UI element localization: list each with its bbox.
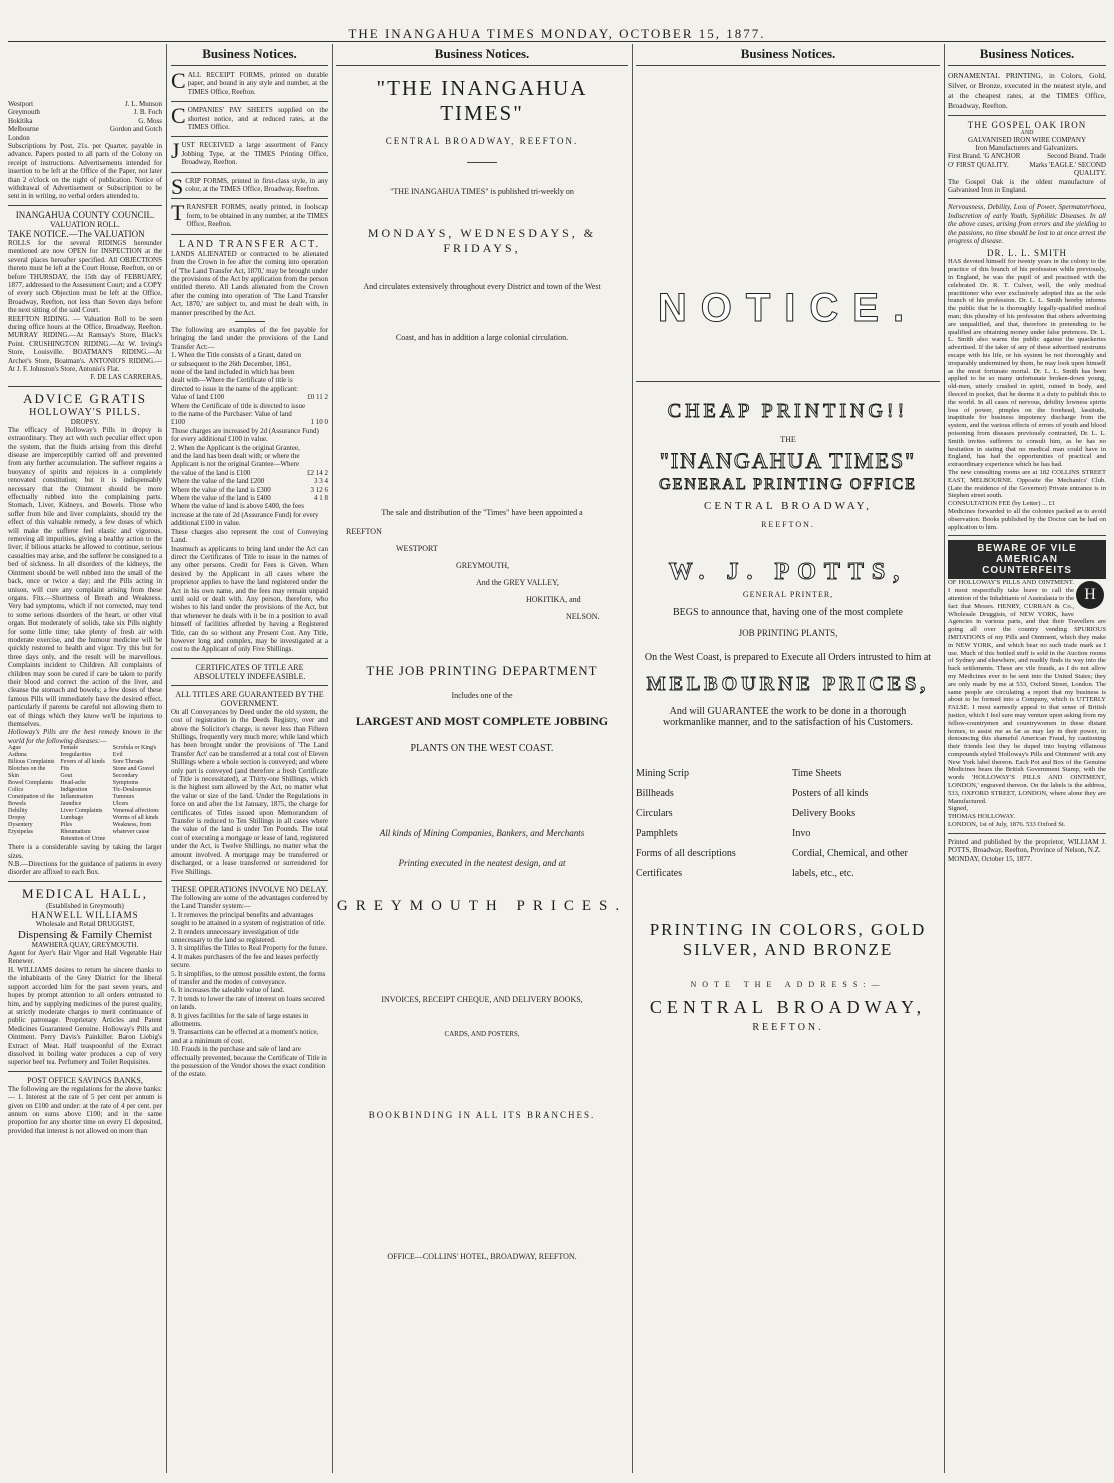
disease-item: Scrofula or King's Evil xyxy=(112,745,157,759)
imprint: Printed and published by the proprietor, WILLIAM J. POTTS, Broadway, Reefton, Province of Nelson, N.Z. xyxy=(948,837,1106,855)
column-rule xyxy=(166,44,167,1473)
disease-item: Bowel Complaints xyxy=(8,780,53,787)
job-dept-cards: CARDS, AND POSTERS, xyxy=(444,1030,520,1038)
holloway-signature: THOMAS HOLLOWAY. xyxy=(948,813,1016,821)
disease-item: Stone and Gravel xyxy=(112,766,155,773)
job-dept-largest: LARGEST AND MOST COMPLETE JOBBING xyxy=(355,714,609,728)
fee-amount: 3 12 6 xyxy=(310,485,328,494)
central-broadway: CENTRAL BROADWAY, xyxy=(704,500,872,512)
fee-amount: £0 11 2 xyxy=(307,393,328,402)
medical-hall-address: MAWHERA QUAY, GREYMOUTH. xyxy=(31,940,139,949)
column-rule xyxy=(632,44,633,1473)
disease-item: Indigestion xyxy=(60,787,88,794)
column-header: Business Notices. xyxy=(948,44,1106,66)
disease-item: Asthma xyxy=(8,752,27,759)
disease-item: Liver Complaints xyxy=(60,808,103,815)
council-subtitle: VALUATION ROLL. xyxy=(49,219,121,229)
no-delay-title: THESE OPERATIONS INVOLVE NO DELAY. xyxy=(171,884,328,894)
masthead: THE INANGAHUA TIMES MONDAY, OCTOBER 15, 1877. xyxy=(348,26,766,41)
fees-table xyxy=(171,351,328,528)
agent-place: Westport xyxy=(8,100,34,108)
disease-item: Tumours xyxy=(112,794,135,801)
medical-hall-title: MEDICAL HALL, xyxy=(22,885,148,901)
disease-item: Head-ache xyxy=(60,780,86,787)
disease-item: Fevers of all kinds xyxy=(60,759,105,766)
notice-heading: NOTICE. xyxy=(657,286,919,330)
disease-item: Erysipelas xyxy=(8,829,33,836)
gospel-oak-subtitle: GALVANISED IRON WIRE COMPANY xyxy=(967,136,1087,144)
general-printer: GENERAL PRINTER, xyxy=(742,590,834,599)
fees-intro: The following are examples of the fee payable for bringing the land under the provisions of the Land Transfer Act:— xyxy=(171,325,328,351)
council-signature: F. DE LAS CARRERAS, xyxy=(90,373,162,382)
holloway-nb: N.B.—Directions for the guidance of patients in every disorder are affixed to each Box. xyxy=(8,860,162,877)
imprint-date: MONDAY, October 15, 1877. xyxy=(948,854,1032,863)
job-dept-quality: Printing executed in the neatest design, and at xyxy=(398,858,566,868)
gospel-oak-makers: Iron Manufacturers and Galvanizers. xyxy=(975,144,1079,152)
smith-fee: CONSULTATION FEE (by Letter) ... £1 xyxy=(948,500,1056,508)
greymouth-prices: GREYMOUTH PRICES. xyxy=(336,898,628,914)
disease-item: Debility xyxy=(8,808,28,815)
disease-item: Blotches on the Skin xyxy=(8,766,46,780)
gospel-oak-note: The Gospel Oak is the oldest manufacture of Galvanised Iron in England. xyxy=(948,177,1106,195)
holloway-note: There is a considerable saving by taking the larger sizes. xyxy=(8,843,162,860)
disease-item: Worms of all kinds xyxy=(112,815,159,822)
fee-desc: 1. When the Title consists of a Grant, dated on or subsequent to the 26th December, 1861, none of the land included in which has been dealt with—Where the Certificate of title is directed to issue in the name of the applicant: Value of land £100 xyxy=(171,351,301,402)
disease-item: Sore Throats xyxy=(112,759,144,766)
agents-list xyxy=(8,100,162,201)
job-dept-clients: All kinds of Mining Companies, Bankers, and Merchants xyxy=(379,828,585,838)
job-dept-title: THE JOB PRINTING DEPARTMENT xyxy=(366,663,598,678)
land-transfer-title: LAND TRANSFER ACT. xyxy=(179,238,320,250)
fee-desc: 2. When the Applicant is the original Grantee, and the land has been dealt with; or where the Applicant is not the original Grantee—Where the value of the land is £100 xyxy=(171,443,300,477)
fee-desc: Where the value of the land £200 xyxy=(171,477,265,486)
town-name: HOKITIKA, and xyxy=(526,595,581,604)
column-1 xyxy=(8,44,162,1473)
counterfeit-body: OF HOLLOWAY'S PILLS AND OINTMENT. I most respectfully take leave to call the attention of the Inhabitants of Australasia to the fact that Messrs. HENRY, CURRAN & Co., Wholesale Druggists, of NEW YORK, have Agencies in various parts, and that their Travellers are going all over the country vending SPURIOUS IMITATIONS of my Pills and Ointment, which they make in NEW YORK, and which bear no such trade mark as I use. Much of this bottled stuff is sold in the Auction rooms of Sydney and elsewhere, and readily finds its way into the back settlements. These are vile frauds, as I do not allow my Medicines ever to be sent into the United States; they are only made by me at 533, Oxford Street, London. The same people are circulating a report that my business is about to be formed into a Company, which is UTTERLY FALSE. I most earnestly appeal to that sense of British justice, which I feel sure may venture upon asking from my fellow-countrymen and countrywomen in these distant homes, to assist me as far as may lay in their power, in denouncing this shameful American Fraud, by cautioning their friends lest they be duped into buying villainous compounds styled 'Holloway's Pills and Ointment' with any New York label thereon. Each Pot and Box of the Genuine Medicines bears the British Government Stamp, with the words 'HOLLOWAY'S PILLS AND OINTMENT, LONDON,' engraved thereon. On the labels is the address, 533, OXFORD STREET, LONDON, where alone they are Manufactured. xyxy=(948,579,1106,805)
disease-item: Ague xyxy=(8,745,21,752)
printing-item: Pamphlets xyxy=(636,828,678,839)
advantage-item: 2. It renders unnecessary investigation of title unnecessary to the land so registered. xyxy=(171,927,299,944)
publication-days: MONDAYS, WEDNESDAYS, & FRIDAYS, xyxy=(367,226,597,255)
disease-item: Rheumatism xyxy=(60,829,91,836)
job-dept-includes: Includes one of the xyxy=(451,691,513,700)
fee-desc: Where the value of the land is £300 xyxy=(171,485,271,494)
paper-address: CENTRAL BROADWAY, REEFTON. xyxy=(385,136,579,146)
disease-item: Bilious Complaints xyxy=(8,759,55,766)
column-rule xyxy=(944,44,945,1473)
beware-banner xyxy=(948,540,1106,579)
medical-hall-dispensing: Dispensing & Family Chemist xyxy=(17,928,153,941)
disease-item: Fits xyxy=(60,766,70,773)
guaranteed-body: On all Conveyances by Deed under the old system, the cost of registration in the Deeds Registry, over and above the Solicitor's charge, is never less than Fifteen Shillings, frequently very much more; while land which has been brought under the provisions of 'The Land Transfer Act' can be transferred at a total cost of Eleven Shillings where a whole section is conveyed; and where only part is conveyed (and therefore a fresh Certificate of Title is necessitated), at Thirty-one Shillings, which is the highest sum allowed by the Act, no matter what the value or size of the land. Under the Regulations in force on and after the 1st January, 1875, the charge for certificates of Titles issued upon Memorandum of Transfer is reduced to Ten Shillings in all cases where the value of the land is under Ten Pounds. The total cost of executing a mortgage or lease of land, registered under the Act, is Twelve Shillings, no matter what the amount involved. A mortgage may be transferred or discharged, or a lease transferred or surrendered for Five Shillings. xyxy=(171,707,328,876)
colors-printing: PRINTING IN COLORS, GOLD SILVER, AND BRONZE xyxy=(649,920,927,959)
advantage-item: 5. It simplifies, to the utmost possible extent, the forms of transfer and the modes of conveyance. xyxy=(171,969,326,986)
printing-item: Invo xyxy=(792,828,811,839)
printing-item: Time Sheets xyxy=(792,768,842,779)
ad-text: ALL RECEIPT FORMS, printed on durable paper, and bound in any style and number, at the TIMES Office, Reefton. xyxy=(187,71,328,96)
fee-desc: Where the value of land is above £400, the fees increase at the rate of 2d (Assurance Fund) for every additional £100 in value. xyxy=(171,502,319,528)
printing-item: Circulars xyxy=(636,808,673,819)
fee-desc: Where the value of the land is £400 xyxy=(171,494,271,503)
agent-place: London xyxy=(8,133,30,142)
smith-medicines: Medicines forwarded to all the colonies packed as to avoid observation. Books published by the Doctor can be had on application to him. xyxy=(948,507,1106,531)
office-footer: OFFICE—COLLINS' HOTEL, BROADWAY, REEFTON. xyxy=(387,1252,577,1261)
gospel-brand: First Brand. 'G ANCHOR O' FIRST QUALITY. xyxy=(948,152,1021,169)
printing-item: Billheads xyxy=(636,788,674,799)
work-guarantee: And will GUARANTEE the work to be done in a thorough workmanlike manner, and to the satisfaction of his Customers. xyxy=(662,706,914,728)
agent-name: J. B. Foch xyxy=(133,108,162,117)
the-label: THE xyxy=(780,435,796,444)
ornamental-ad: ORNAMENTAL PRINTING, in Colors, Gold, Silver, or Bronze, executed in the neatest style, and at the cheapest rates, at the TIMES Office, Broadway, Reefton. xyxy=(948,71,1106,110)
ad-text: CRIP FORMS, printed in first-class style, in any color, at the TIMES Office, Broadway, Reefton. xyxy=(185,176,328,194)
savings-title: POST OFFICE SAVINGS BANKS, xyxy=(27,1075,143,1085)
guaranteed-title: ALL TITLES ARE GUARANTEED BY THE GOVERNMENT. xyxy=(175,689,324,708)
address-broadway: CENTRAL BROADWAY, xyxy=(649,997,927,1017)
council-title: INANGAHUA COUNTY COUNCIL. xyxy=(15,209,155,220)
advantage-item: 7. It tends to lower the rate of interest on loans secured on lands. xyxy=(171,994,325,1012)
advantage-item: 4. It makes purchasers of the fee and leases perfectly secure. xyxy=(171,952,319,970)
melbourne-prices: MELBOURNE PRICES, xyxy=(646,673,930,695)
agent-name: G. Moss xyxy=(138,116,162,125)
fee-desc: Where the Certificate of title is directed to issue to the name of the Purchaser: Value of land £100 xyxy=(171,401,306,427)
agent-name: Gordon and Gotch xyxy=(109,125,162,134)
advantage-item: 10. Frauds in the purchase and sale of land are effectually prevented, because the Certificate of Title in the possession of the Vendor shows the exact condition of the estate. xyxy=(171,1045,327,1079)
town-name: GREYMOUTH, xyxy=(456,561,510,570)
address-reefton: REEFTON. xyxy=(752,1022,824,1033)
agent-place: Hokitika xyxy=(8,116,33,125)
column-3 xyxy=(336,44,628,1473)
fee-amount: 3 3 4 xyxy=(314,477,328,486)
advantage-item: 1. It removes the principal benefits and advantages sought to be attained in a system of registration of title. xyxy=(171,910,326,928)
disease-item: Secondary Symptoms xyxy=(112,773,139,787)
council-body: ROLLS for the several RIDINGS hereunder mentioned are now OPEN for INSPECTION at the several places hereafter specified. All OBJECTIONS thereto must be left at the Court House, Reefton, on or before THURSDAY, the 15th day of FEBRUARY, 1877, addressed to the Assessment Court; and a COPY of every such Objection must be left at the Office, Broadway, Reefton, not less than Seven days before the next sitting of the said Court. xyxy=(8,238,162,315)
general-printing-office: GENERAL PRINTING OFFICE xyxy=(659,476,917,493)
printing-item: Delivery Books xyxy=(792,808,856,819)
smith-title: DR. L. L. SMITH xyxy=(987,248,1067,259)
distribution-note: The sale and distribution of the "Times" have been appointed a xyxy=(381,508,583,517)
fees-body: Inasmuch as applicants to bring land under the Act can direct the Certificates of Title to issue in the names of any other persons. Credit for Fees is Given. When desired by the Applicant in all cases where the proprietor applies to have the land registered under the Act in his own name, and the fees may remain unpaid until sold or dealt with. Any person, therefore, who wishes to his land under the provisions of the Act, but that whenever he deals with it be in a position to avail himself of facilities afforded by having a Registered Title, can do so without any Present Cost. Any Title, however long and complex, may be investigated at a cost to the Applicant of only Five Shillings. xyxy=(171,544,328,654)
potts-announcement: BEGS to announce that, having one of the most complete xyxy=(673,607,903,618)
printing-items xyxy=(636,764,940,884)
smith-intro: Nervousness, Debility, Loss of Power, Spermatorrhoea, Indiscretion of early Youth, Syphilitic Diseases. In all the above cases, arising from errors and the yielding to the passions, no time should be lost to at once arrest the progress of disease. xyxy=(948,203,1106,246)
ad-text: OMPANIES' PAY SHEETS supplied on the shortest notice, and at reduced rates, at the TIMES Office. xyxy=(187,106,328,132)
circulation-note-2: Coast, and has in addition a large colonial circulation. xyxy=(395,333,569,342)
printing-item: Cordial, Chemical, and other xyxy=(792,848,908,859)
beware-line-2: AMERICAN COUNTERFEITS xyxy=(982,554,1072,577)
medical-hall-established: (Established in Greymouth) xyxy=(46,901,124,910)
drop-cap: J xyxy=(171,138,180,164)
town-name: And the GREY VALLEY, xyxy=(476,578,559,587)
printing-item: Forms of all descriptions xyxy=(636,848,736,859)
column-5 xyxy=(948,44,1106,1473)
disease-item: Dysentery xyxy=(8,822,33,829)
savings-body: The following are the regulations for the above banks:— 1. Interest at the rate of 5 per cent per annum is given on £100 and under: at the rate of 4 per cent. per annum on sums above £100; and in the same proportion for any shorter time on every £1 deposited, provided that interest is not allowed on more than xyxy=(8,1084,162,1135)
masthead-rule xyxy=(8,41,1106,42)
disease-item: Piles xyxy=(60,822,72,829)
disease-item: Female Irregularities xyxy=(60,745,92,759)
gospel-oak-title: THE GOSPEL OAK IRON xyxy=(967,120,1087,130)
disease-item: Weakness, from whatever cause xyxy=(112,822,152,836)
fee-desc: Those charges are increased by 2d (Assurance Fund) for every additional £100 in value. xyxy=(171,426,319,444)
council-lead: TAKE NOTICE.—The VALUATION xyxy=(8,228,145,239)
town-name: REEFTON xyxy=(346,527,382,536)
fee-amount: £2 14 2 xyxy=(307,468,328,477)
town-name: NELSON. xyxy=(566,612,600,621)
disease-item: Retention of Urine xyxy=(60,836,106,843)
cheap-printing: CHEAP PRINTING!! xyxy=(667,400,909,422)
signed-label: Signed, xyxy=(948,805,968,813)
column-2 xyxy=(171,44,328,1473)
paper-title: "THE INANGAHUA TIMES" xyxy=(376,76,588,125)
job-dept-plants: PLANTS ON THE WEST COAST. xyxy=(410,743,554,754)
column-header: Business Notices. xyxy=(171,44,328,66)
certificates-title: CERTIFICATES OF TITLE ARE ABSOLUTELY INDEFEASIBLE. xyxy=(193,662,306,681)
fee-amount: 1 10 0 xyxy=(310,418,328,427)
printing-item: Posters of all kinds xyxy=(792,788,869,799)
medical-hall-trade: Wholesale and Retail DRUGGIST, xyxy=(35,920,135,929)
disease-item: Dropsy xyxy=(8,815,26,822)
fee-amount: 4 1 8 xyxy=(314,494,328,503)
gospel-brand: Second Brand. Trade Marks 'EAGLE.' SECOND QUALITY. xyxy=(1029,152,1106,178)
disease-item: Tic-Douloureux xyxy=(112,787,152,794)
potts-name: W. J. POTTS, xyxy=(668,559,908,585)
column-rule xyxy=(332,44,333,1473)
holloway-date: LONDON, 1st of July, 1876. 533 Oxford St. xyxy=(948,821,1066,829)
disease-item: Jaundice xyxy=(60,801,82,808)
medical-hall-agent: Agent for Ayer's Hair Vigor and Hall Vegetable Hair Renewer. xyxy=(8,949,162,966)
printing-item: labels, etc., etc. xyxy=(792,868,854,879)
smith-rooms: The new consulting rooms are at 182 COLLINS STREET EAST, MELBOURNE. Opposite the Mechanics' Club. (Late the residence of the Governor) Private entrance is in Stephen street south. xyxy=(948,468,1106,500)
disease-item: Venereal affections xyxy=(112,808,159,815)
reefton-label: REEFTON. xyxy=(761,520,815,529)
column-header: Business Notices. xyxy=(636,44,940,66)
advantage-item: 3. It simplifies the Titles to Real Property for the future. xyxy=(171,944,328,953)
medical-hall-name: HANWELL WILLIAMS xyxy=(31,910,139,921)
drop-cap: C xyxy=(171,103,186,129)
smith-body: HAS devoted himself for twenty years in the colony to the practice of this branch of his profession while previously, in England, he was the pupil of and practised with the celebrated Dr. R. T. Culver, well, the only medical practitioner who ever exclusively adopted this as the sole branch of his profession. Dr. L. L. Smith hereby informs the public that he is thoroughly legally-qualified medical man; this plurality of his profession that others advertising are unqualified, and that, therefore in pretending to be qualified are obtaining money under false pretences. Dr. L. L. Smith also warns the public against the quackeries advertised. If the taker of any of these advertised nostrums escape with his life, or his system be not thoroughly and irreparably undermined by them, he may look upon himself as the most fortunate mortal. Dr. L. L. Smith has been applied to be so many unfortunate broken-down young, old-men, utterly crushed in spirit, ruined in body, and fleeced in pocket, that he deems it a duty to publish this to the world. In all cases of nervous, debility lowness spirits loss of power, pimples on the forehead, lassitude, inaptitude for business impotency discharge from the system, and the various effects of errors of youth and blood poisoning from diseases previously contracted, Dr. L. L. Smith invites sufferers to consult him, as he has no hesitation in stating that no medical man could have in England, has had the opportunities of practical and extraordinary experience which he has had. xyxy=(948,258,1106,469)
drop-cap: C xyxy=(171,68,186,93)
disease-item: Ulcers xyxy=(112,801,129,808)
ad-text: RANSFER FORMS, neatly printed, in foolscap form, to be obtained in any number, at the TIMES Office, Reefton. xyxy=(186,203,328,229)
column-header: Business Notices. xyxy=(336,44,628,66)
job-dept-invoices: INVOICES, RECEIPT CHEQUE, AND DELIVERY BOOKS, xyxy=(381,995,583,1004)
beware-line-1: BEWARE OF VILE xyxy=(977,543,1077,555)
west-coast-note: On the West Coast, is prepared to Execute all Orders intrusted to him at xyxy=(644,652,932,663)
note-address: NOTE THE ADDRESS:— xyxy=(690,980,886,989)
printing-item: Mining Scrip xyxy=(636,768,690,779)
advice-title: ADVICE GRATIS xyxy=(23,390,147,406)
printing-item: Certificates xyxy=(636,868,683,879)
holloway-subheading: DROPSY. xyxy=(70,417,100,426)
job-printing-plants: JOB PRINTING PLANTS, xyxy=(738,628,838,638)
disease-item: Colics xyxy=(8,787,24,794)
medical-hall-body: H. WILLIAMS desires to return he sincere thanks to the inhabitants of the Grey District for the liberal support accorded him for the past seven years, and hopes by prompt attention to all orders entrusted to him, and by supplying medicines of the purest quality, at strictly moderate charges to merit continuance of public patronage. Proprietary Articles and Patent Medicines Guaranteed Genuine. Holloway's Pills and Ointment. Perry Davis's Painkiller. Baron Liebig's Extract of Meat. Half teaspoonful of the Extract dissolved in boiling water produces a cup of very superior beef tea. Perfumery and Toilet Requisites. xyxy=(8,965,162,1067)
subscription-terms: Subscriptions by Post, 21s. per Quarter, payable in advance. Papers posted to all parts of the Colony on receipt of instructions. Advertisements intended for insertion to be left at the Office of the Paper, not later than 2 o'clock on the night of publication. Notice of withdrawal of Advertisement or Subscription to be sent in in writing, no verbal orders attended to. xyxy=(8,142,162,201)
ridings-list: REEFTON RIDING. — Valuation Roll to be seen during office hours at the Office, Broadway, Reefton. MURRAY RIDING.—At Ramsay's Store, Black's Point. CRUSHINGTON RIDING.—At W. Irving's Store, Louisville. BOATMAN'S RIDING.—At Archer's Store, Boatman's. ANTONIO'S RIDING.—At J. F. Johnston's Store, Antonio's Flat. xyxy=(8,314,162,373)
drop-cap: S xyxy=(171,173,184,199)
agent-place: Melbourne xyxy=(8,125,39,134)
drop-cap: T xyxy=(171,200,185,226)
circulation-note: And circulates extensively throughout every District and town of the West xyxy=(363,282,601,291)
holloway-list-intro: Holloway's Pills are the best remedy known in the world for the following diseases:— xyxy=(8,728,162,745)
town-name: WESTPORT xyxy=(396,544,438,553)
land-transfer-body: LANDS ALIENATED or contracted to be alienated from the Crown in fee after the coming into operation of 'The Land Transfer Act, 1870,' may be brought under the provisions of the Act by application from the person entitled thereto. All Lands alienated from the Crown after the coming into operation of 'The Land Transfer Act, 1870,' are subject to, and must be dealt with, in manner prescribed by the Act. xyxy=(171,249,328,317)
holloway-title: HOLLOWAY'S PILLS. xyxy=(29,406,141,418)
agent-place: Greymouth xyxy=(8,108,40,117)
job-dept-bookbinding: BOOKBINDING IN ALL ITS BRANCHES. xyxy=(368,1110,596,1120)
advantage-item: 8. It gives facilities for the sale of large estates in allotments. xyxy=(171,1011,309,1028)
advantages-intro: The following are some of the advantages conferred by the Land Transfer system:— xyxy=(171,893,328,911)
times-heading: "INANGAHUA TIMES" xyxy=(659,448,917,473)
advantage-item: 6. It increases the saleable value of land. xyxy=(171,986,285,995)
agent-name: J. L. Munson xyxy=(125,100,162,108)
disease-item: Constipation of the Bowels xyxy=(8,794,54,808)
holloway-body: The efficacy of Holloway's Pills in dropsy is extraordinary. They act with such peculiar effect upon the system, that the fluids arising from this direful disease are imperceptibly carried off and prevented from any further accumulation. The sufferer regains a buoyancy of spirits and rejoices in a completely renovated constitution; but it is indispensably necessary that the Ointment should be more effectually rubbed into the complaining parts. Stomach, Liver, Kidneys, and Bowels. Those who suffer from bile and liver complaints, should try the effect of this valuable remedy, a few doses of which will make the sufferer feel elastic and vigorous, removing all impurities, giving a healthy action to the liver; if bilious attacks be allowed to continue, serious casualties may arise, and the sufferer be consigned to a bed of sickness. In all disorders of the kidneys, the Ointment should be well rubbed into the small of the back, once or twice a day; and the Pills acting in unison, will cure any complaint arising from these organs. Fits.—Shortness of Breath and Weakness. Very bad symptoms, which if not corrected, may tend to some serious disorders of the heart, or other vital organ. But moderately of solids, take six Pills nightly for some little time; take plenty of fresh air with moderate exercise, and the humour medicine will be quickly restored to health and vigor. Try this but for three days only, and the result will be marvellous. Complaints incident to Children. All complaints of children may soon be cured if care be taken to purify their blood and correct the action of the liver, and cleanse the stomach and bowels; a few doses of these famous Pills will immediately have the desired effect, particularly if parents be careful not allowing them to eat of things which they know we'll be injurious to themselves. xyxy=(8,425,162,728)
publication-note: "THE INANGAHUA TIMES" is published tri-weekly on xyxy=(390,187,574,196)
disease-item: Lumbago xyxy=(60,815,84,822)
ad-list xyxy=(171,68,328,235)
advantage-item: 9. Transactions can be effected at a moment's notice, and at a minimum of cost. xyxy=(171,1028,319,1045)
holloway-seal-icon: H xyxy=(1076,581,1104,609)
column-4 xyxy=(636,44,940,1473)
disease-item: Gout xyxy=(60,773,73,780)
disease-item: Inflammation xyxy=(60,794,93,801)
gospel-oak-and: AND xyxy=(1020,130,1034,136)
ad-text: UST RECEIVED a large assortment of Fancy Jobbing Type, at the TIMES Printing Office, Broadway, Reefton. xyxy=(181,141,328,167)
fees-note: These charges also represent the cost of Conveying Land. xyxy=(171,527,328,545)
